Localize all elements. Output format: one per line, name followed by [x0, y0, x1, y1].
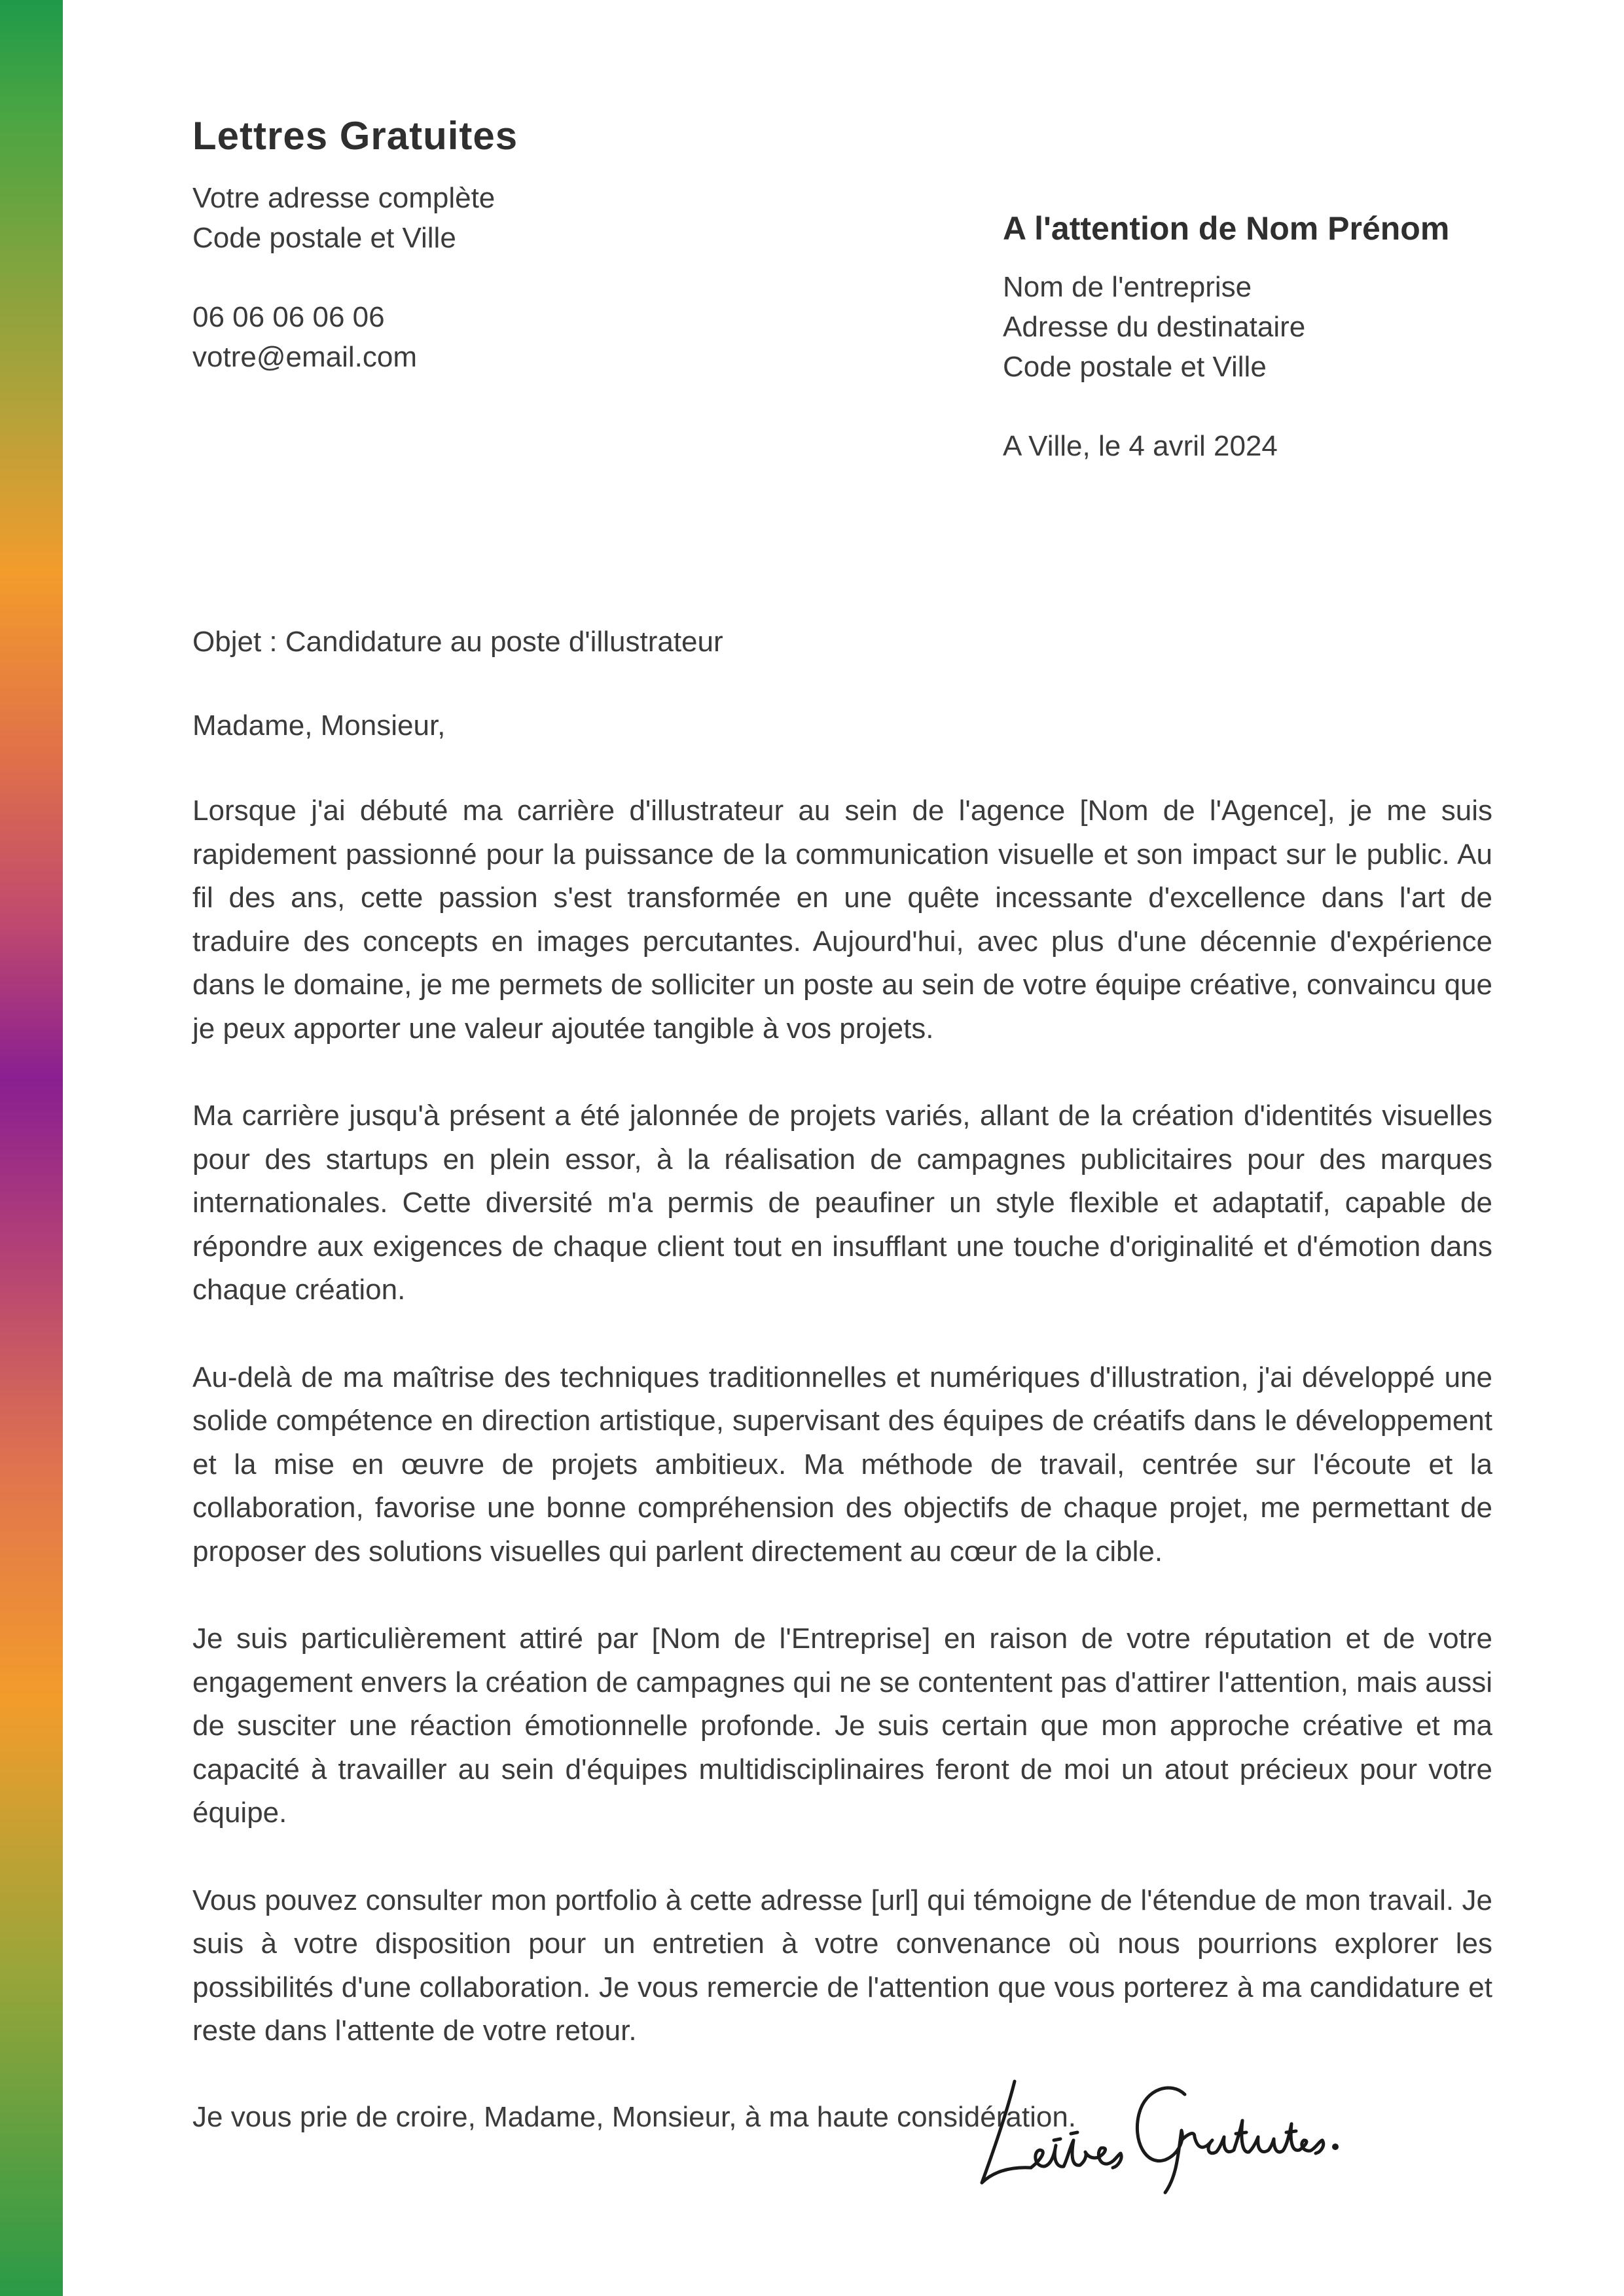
- decorative-gradient-sidebar: [0, 0, 63, 2296]
- letter-body: [192, 622, 1492, 2137]
- letter-paragraph: Au-delà de ma maîtrise des techniques traditionnelles et numériques d'illustration, j'ai développé une solide compétence en direction artistique, supervisant des équipes de créatifs dans le développement et la mise en œuvre de projets ambitieux. Ma méthode de travail, centrée sur l'écoute et la collaboration, favorise une bonne compréhension des objectifs de chaque projet, me permettant de proposer des solutions visuelles qui parlent directement au cœur de la cible.: [192, 1361, 1492, 1568]
- sender-email: votre@email.com: [192, 341, 417, 373]
- recipient-attention: A l'attention de Nom Prénom: [1003, 210, 1450, 247]
- handwritten-signature: [969, 2068, 1440, 2199]
- letter-paragraph: Je suis particulièrement attiré par [Nom de l'Entreprise] en raison de votre réputation et de votre engagement envers la création de campagnes qui ne se contentent pas d'attirer l'attention, mais aussi de susciter une réaction émotionnelle profonde. Je suis certain que mon approche créative et ma capacité à travailler au sein d'équipes multidisciplinaires feront de moi un atout précieux pour votre équipe.: [192, 1623, 1492, 1829]
- sender-address-line2: Code postale et Ville: [192, 222, 456, 254]
- recipient-address: Adresse du destinataire: [1003, 311, 1306, 343]
- sender-name: Lettres Gratuites: [192, 114, 518, 158]
- letter-greeting: Madame, Monsieur,: [192, 709, 446, 742]
- letter-subject: Objet : Candidature au poste d'illustrateur: [192, 626, 723, 658]
- letter-date: A Ville, le 4 avril 2024: [1003, 430, 1278, 462]
- sender-phone: 06 06 06 06 06: [192, 301, 385, 333]
- sender-block: [192, 110, 847, 377]
- recipient-city: Code postale et Ville: [1003, 351, 1267, 383]
- recipient-company: Nom de l'entreprise: [1003, 271, 1252, 303]
- letter-paragraph: Ma carrière jusqu'à présent a été jalonnée de projets variés, allant de la création d'identités visuelles pour des startups en plein essor, à la réalisation de campagnes publicitaires pour des marques internationales. Cette diversité m'a permis de peaufiner un style flexible et adaptatif, capable de répondre aux exigences de chaque client tout en insufflant une touche d'originalité et d'émotion dans chaque création.: [192, 1100, 1492, 1306]
- recipient-block: [1003, 207, 1592, 466]
- letter-paragraph: Lorsque j'ai débuté ma carrière d'illustrateur au sein de l'agence [Nom de l'Agence], je me suis rapidement passionné pour la puissance de la communication visuelle et son impact sur le public. Au fil des ans, cette passion s'est transformée en une quête incessante d'excellence dans l'art de traduire des concepts en images percutantes. Aujourd'hui, avec plus d'une décennie d'expérience dans le domaine, je me permets de solliciter un poste au sein de votre équipe créative, convaincu que je peux apporter une valeur ajoutée tangible à vos projets.: [192, 795, 1492, 1045]
- letter-closing: Je vous prie de croire, Madame, Monsieur, à ma haute considération.: [192, 2100, 1077, 2133]
- letter-paragraph: Vous pouvez consulter mon portfolio à cette adresse [url] qui témoigne de l'étendue de mon travail. Je suis à votre disposition pour un entretien à votre convenance où nous pourrions explorer les possibilités d'une collaboration. Je vous remercie de l'attention que vous porterez à ma candidature et reste dans l'attente de votre retour.: [192, 1884, 1492, 2047]
- sender-address-line1: Votre adresse complète: [192, 182, 496, 214]
